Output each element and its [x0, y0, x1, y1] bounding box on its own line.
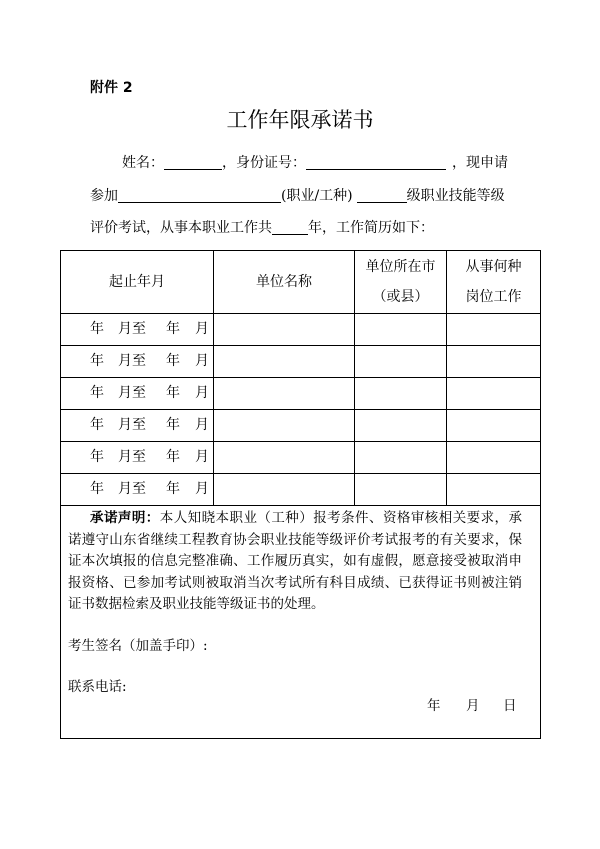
years-label: 年，工作简历如下：	[308, 220, 434, 236]
level-blank	[357, 187, 407, 203]
header-job-line2: 岗位工作	[465, 289, 522, 305]
date-year-label: 年	[427, 698, 441, 714]
from-month-label: 月至	[118, 385, 146, 401]
unit-city-cell	[355, 378, 447, 410]
occupation-label: (职业/工种)	[281, 188, 353, 204]
unit-name-cell	[214, 378, 355, 410]
header-job-line1: 从事何种	[465, 259, 522, 275]
name-label: 姓名：	[122, 155, 164, 171]
period-cell	[61, 378, 214, 410]
to-month-label: 月	[195, 481, 209, 497]
to-year-label: 年	[166, 417, 180, 433]
declaration-line-text: 本人知晓本职业（工种）报考条件、资格审核相关要求，承	[159, 510, 522, 526]
to-year-label: 年	[166, 481, 180, 497]
to-month-label: 月	[195, 417, 209, 433]
job-position-cell	[447, 314, 541, 346]
date-month-label: 月	[466, 698, 480, 714]
job-position-cell	[447, 442, 541, 474]
unit-city-cell	[355, 314, 447, 346]
to-month-label: 月	[195, 321, 209, 337]
to-month-label: 月	[195, 385, 209, 401]
to-year-label: 年	[166, 449, 180, 465]
declaration-line	[68, 508, 522, 530]
unit-city-cell	[355, 442, 447, 474]
participate-label: 参加	[90, 188, 118, 204]
header-period-label: 起止年月	[109, 274, 165, 290]
header-unit-name-label: 单位名称	[256, 274, 312, 290]
years-blank	[272, 219, 308, 235]
unit-name-cell	[214, 346, 355, 378]
header-unit-name	[214, 251, 355, 314]
declaration-line: 诺遵守山东省继续工程教育协会职业技能等级评价考试报考的有关要求，保	[68, 531, 522, 548]
declaration-cell	[61, 506, 541, 739]
work-history-table	[60, 250, 541, 739]
apply-label: ，现申请	[452, 155, 508, 171]
level-label: 级职业技能等级	[406, 188, 505, 204]
from-year-label: 年	[90, 449, 104, 465]
header-unit-city-line2: （或县）	[372, 289, 429, 305]
from-year-label: 年	[90, 353, 104, 369]
to-month-label: 月	[195, 449, 209, 465]
exam-label: 评价考试，从事本职业工作共	[90, 220, 272, 236]
period-cell	[61, 410, 214, 442]
from-month-label: 月至	[118, 353, 146, 369]
document-title: 工作年限承诺书	[226, 108, 374, 132]
unit-name-cell	[214, 314, 355, 346]
declaration-line: 证书数据检索及职业技能等级证书的处理。	[68, 596, 325, 612]
header-unit-city-line1: 单位所在市	[365, 259, 436, 275]
period-cell	[61, 314, 214, 346]
header-period	[61, 251, 214, 314]
from-year-label: 年	[90, 385, 104, 401]
period-cell	[61, 346, 214, 378]
from-year-label: 年	[90, 481, 104, 497]
from-year-label: 年	[90, 417, 104, 433]
intro-line-1	[122, 153, 508, 173]
job-position-cell	[447, 410, 541, 442]
declaration-line: 报资格、已参加考试则被取消当次考试所有科目成绩、已获得证书则被注销	[68, 574, 522, 591]
unit-name-cell	[214, 474, 355, 506]
declaration-text	[68, 508, 522, 616]
from-month-label: 月至	[118, 321, 146, 337]
unit-city-cell	[355, 474, 447, 506]
from-month-label: 月至	[118, 449, 146, 465]
occupation-blank	[118, 187, 281, 203]
from-month-label: 月至	[118, 417, 146, 433]
id-number-label: ，身份证号：	[222, 155, 306, 171]
job-position-cell	[447, 378, 541, 410]
date-day-label: 日	[503, 698, 517, 714]
unit-name-cell	[214, 410, 355, 442]
intro-line-3	[90, 218, 434, 238]
attachment-label: 附件 2	[90, 80, 133, 96]
job-position-cell	[447, 474, 541, 506]
header-job-position	[447, 251, 541, 314]
to-month-label: 月	[195, 353, 209, 369]
signature-label: 考生签名（加盖手印）:	[68, 638, 208, 654]
unit-city-cell	[355, 410, 447, 442]
id-number-blank	[306, 154, 446, 170]
to-year-label: 年	[166, 353, 180, 369]
from-month-label: 月至	[118, 481, 146, 497]
to-year-label: 年	[166, 385, 180, 401]
intro-line-2	[90, 186, 505, 206]
header-unit-city	[355, 251, 447, 314]
job-position-cell	[447, 346, 541, 378]
period-cell	[61, 442, 214, 474]
unit-name-cell	[214, 442, 355, 474]
name-blank	[164, 154, 222, 170]
phone-label: 联系电话:	[68, 679, 127, 695]
declaration-label: 承诺声明：	[90, 510, 160, 526]
declaration-line: 证本次填报的信息完整准确、工作履历真实，如有虚假，愿意接受被取消申	[68, 553, 522, 569]
from-year-label: 年	[90, 321, 104, 337]
period-cell	[61, 474, 214, 506]
to-year-label: 年	[166, 321, 180, 337]
unit-city-cell	[355, 346, 447, 378]
